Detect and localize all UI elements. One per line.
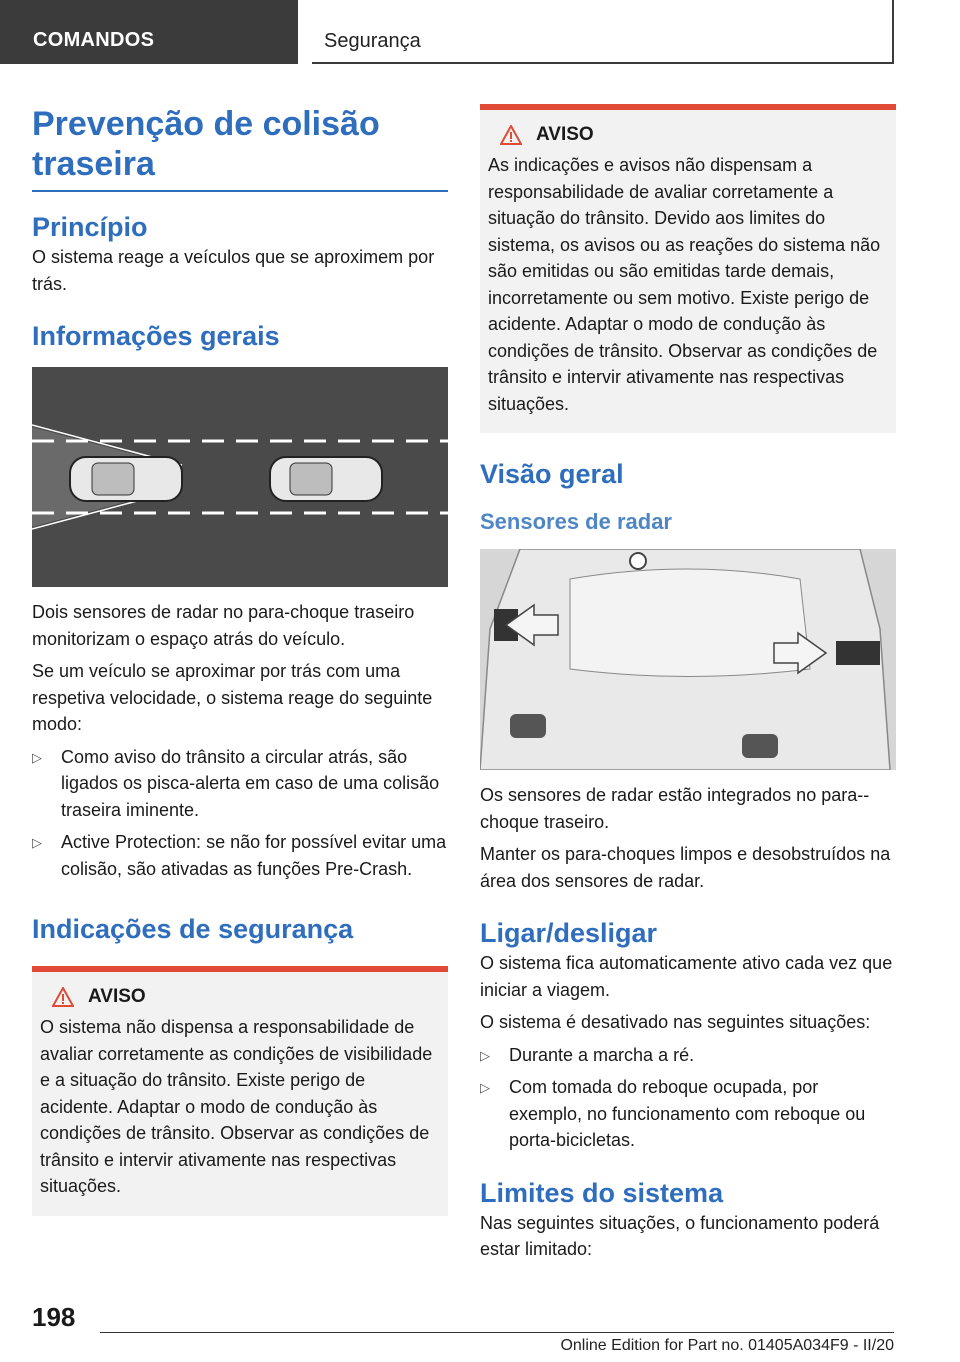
warning-text: O sistema não dispensa a responsabilidade de avaliar corretamente as condições de visibilidade e a situação do trânsito. Existe perigo de acidente. Adaptar o modo de condução às condições de trânsito. Observar as condições de trânsito e intervir ativamente nas respectivas situações. xyxy=(40,1017,433,1196)
principle-text: O sistema reage a veículos que se aproximem por trás. xyxy=(32,247,435,294)
general-heading: Informações gerais xyxy=(32,321,280,351)
warning-triangle-icon xyxy=(52,987,74,1007)
limits-text: Nas seguintes situações, o funcionamento poderá estar limitado: xyxy=(480,1212,880,1259)
onoff-heading: Ligar/desligar xyxy=(480,918,658,948)
radar-paragraph-2: Manter os para-choques limpos e desobstruídos na área dos sensores de radar. xyxy=(480,844,891,891)
list-item: ▷ Com tomada do reboque ocupada, por exemplo, no funcionamento com reboque ou porta-bicicletas. xyxy=(480,1077,866,1150)
radar-heading: Sensores de radar xyxy=(480,509,672,534)
warning-triangle-icon xyxy=(500,125,522,145)
warning-title: AVISO xyxy=(52,986,440,1008)
section-label: COMANDOS xyxy=(33,29,155,51)
radar-sensors-figure xyxy=(480,549,896,770)
radar-paragraph-1: Os sensores de radar estão integrados no para--choque traseiro. xyxy=(480,785,870,832)
chapter-label: Segurança xyxy=(324,30,421,52)
warning-box xyxy=(32,966,448,1216)
general-paragraph-1: Dois sensores de radar no para-choque traseiro monitorizam o espaço atrás do veículo. xyxy=(32,602,415,649)
page-number: 198 xyxy=(32,1302,76,1332)
triangle-bullet-icon: ▷ xyxy=(480,1047,490,1063)
radar-coverage-illustration xyxy=(32,367,448,587)
principle-heading: Princípio xyxy=(32,212,148,242)
rear-bumper-illustration xyxy=(480,549,896,770)
deactivation-list xyxy=(480,1042,896,1154)
warning-title: AVISO xyxy=(500,124,888,146)
general-paragraph-2: Se um veículo se aproximar por trás com uma respetiva velocidade, o sistema reage do seguinte modo: xyxy=(32,661,433,734)
onoff-paragraph-1: O sistema fica automaticamente ativo cada vez que iniciar a viagem. xyxy=(480,953,893,1000)
chapter-tab xyxy=(312,0,894,64)
reaction-list xyxy=(32,744,448,883)
triangle-bullet-icon: ▷ xyxy=(32,749,42,765)
section-tab xyxy=(0,0,298,64)
warning-box xyxy=(480,104,896,433)
right-column xyxy=(480,104,896,1263)
list-item: ▷ Active Protection: se não for possível evitar uma colisão, são ativadas as funções Pre-Crash. xyxy=(32,832,447,879)
edition-note: Online Edition for Part no. 01405A034F9 - II/20 xyxy=(560,1337,894,1354)
warning-text: As indicações e avisos não dispensam a responsabilidade de avaliar corretamente a situação do trânsito. Devido aos limites do sistema, os avisos ou as reações do sistema não são emitidas ou são emitidas tarde demais, incorretamente ou sem motivo. Existe perigo de acidente. Adaptar o modo de condução às condições de trânsito. Observar as condições de trânsito e intervir ativamente nas respectivas situações. xyxy=(488,155,881,414)
list-item: ▷ Como aviso do trânsito a circular atrás, são ligados os pisca-alerta em caso de uma colisão traseira iminente. xyxy=(32,746,440,820)
triangle-bullet-icon: ▷ xyxy=(32,835,42,850)
onoff-paragraph-2: O sistema é desativado nas seguintes situações: xyxy=(480,1012,871,1032)
safety-heading: Indicações de segurança xyxy=(32,914,354,944)
triangle-bullet-icon: ▷ xyxy=(480,1080,490,1095)
list-item: ▷ Durante a marcha a ré. xyxy=(480,1042,896,1069)
radar-coverage-figure xyxy=(32,367,448,587)
left-column xyxy=(32,104,448,1216)
page-title: Prevenção de colisão traseira xyxy=(32,104,448,192)
limits-heading: Limites do sistema xyxy=(480,1177,724,1208)
footer-divider xyxy=(100,1332,894,1333)
overview-heading: Visão geral xyxy=(480,459,624,489)
